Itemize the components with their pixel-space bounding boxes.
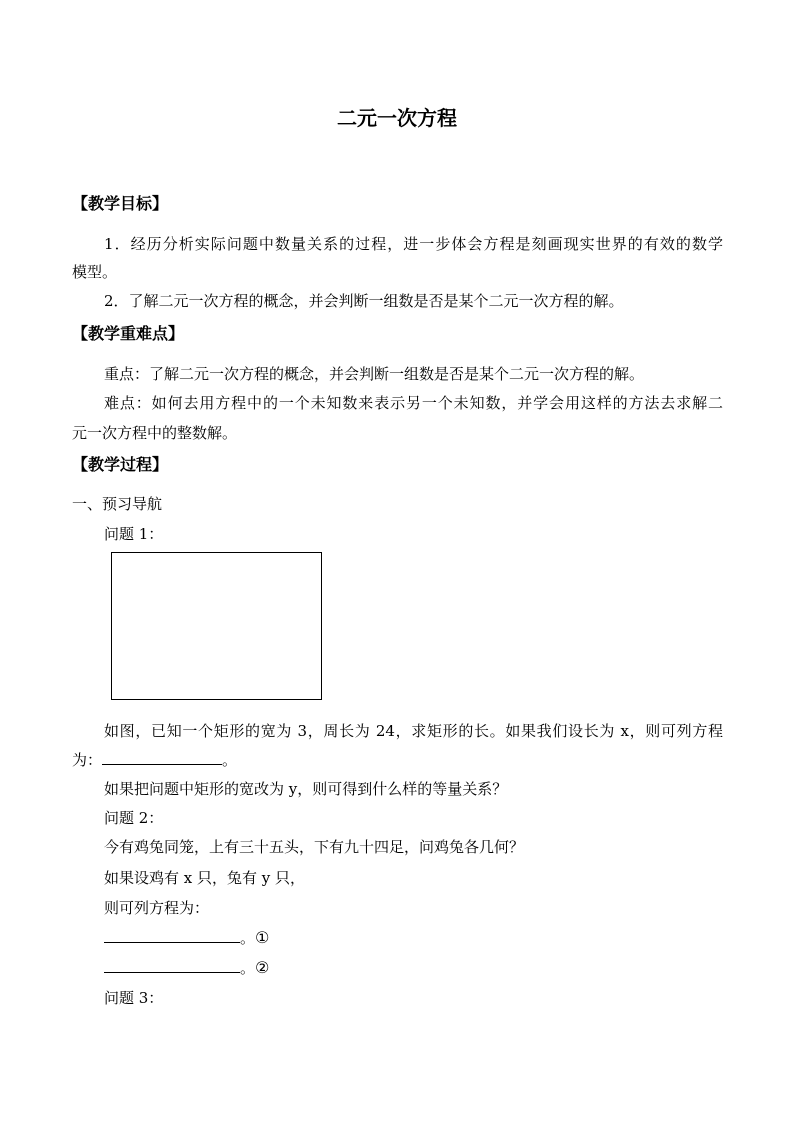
question-1-label: 问题 1： — [104, 525, 164, 543]
section-1-title: 一、预习导航 — [72, 495, 163, 513]
circled-number-1-icon: ① — [255, 928, 270, 947]
objectives-heading: 【教学目标】 — [72, 194, 169, 213]
objective-1-line-1: 1．经历分析实际问题中数量关系的过程，进一步体会方程是刻画现实世界的有效的数学 — [104, 235, 723, 253]
key-point: 重点：了解二元一次方程的概念，并会判断一组数是否是某个二元一次方程的解。 — [104, 365, 645, 383]
answer-prefix: 为： — [72, 751, 103, 769]
question-1-text-line-1: 如图，已知一个矩形的宽为 3，周长为 24，求矩形的长。如果我们设长为 x，则可列方程 — [104, 722, 723, 740]
equation-1-suffix: 。 — [240, 929, 256, 947]
objective-2: 2．了解二元一次方程的概念，并会判断一组数是否是某个二元一次方程的解。 — [104, 292, 624, 310]
equation-1-row — [104, 928, 269, 948]
question-2-assumption: 如果设鸡有 x 只，兔有 y 只， — [104, 869, 306, 887]
difficulty-line-1: 难点：如何去用方程中的一个未知数来表示另一个未知数，并学会用这样的方法去求解二 — [104, 394, 723, 412]
rectangle-figure — [111, 552, 322, 700]
answer-suffix: 。 — [222, 751, 238, 769]
equation-2-suffix: 。 — [240, 959, 256, 977]
question-2-text: 今有鸡兔同笼，上有三十五头，下有九十四足，问鸡兔各几何？ — [104, 838, 525, 856]
answer-blank-1[interactable] — [102, 750, 222, 765]
difficulty-line-2: 元一次方程中的整数解。 — [72, 424, 238, 442]
question-1-text-line-2 — [72, 750, 237, 770]
question-1-followup: 如果把问题中矩形的宽改为 y，则可得到什么样的等量关系？ — [104, 780, 508, 798]
equation-2-row — [104, 958, 269, 978]
question-3-label: 问题 3： — [104, 989, 164, 1007]
equation-blank-1[interactable] — [104, 928, 240, 943]
equation-blank-2[interactable] — [104, 958, 240, 973]
objective-1-line-2: 模型。 — [72, 263, 118, 281]
question-2-then: 则可列方程为： — [104, 899, 210, 917]
circled-number-2-icon: ② — [255, 958, 270, 977]
process-heading: 【教学过程】 — [72, 455, 169, 474]
page-title: 二元一次方程 — [337, 106, 457, 130]
key-points-heading: 【教学重难点】 — [72, 324, 185, 343]
question-2-label: 问题 2： — [104, 809, 164, 827]
